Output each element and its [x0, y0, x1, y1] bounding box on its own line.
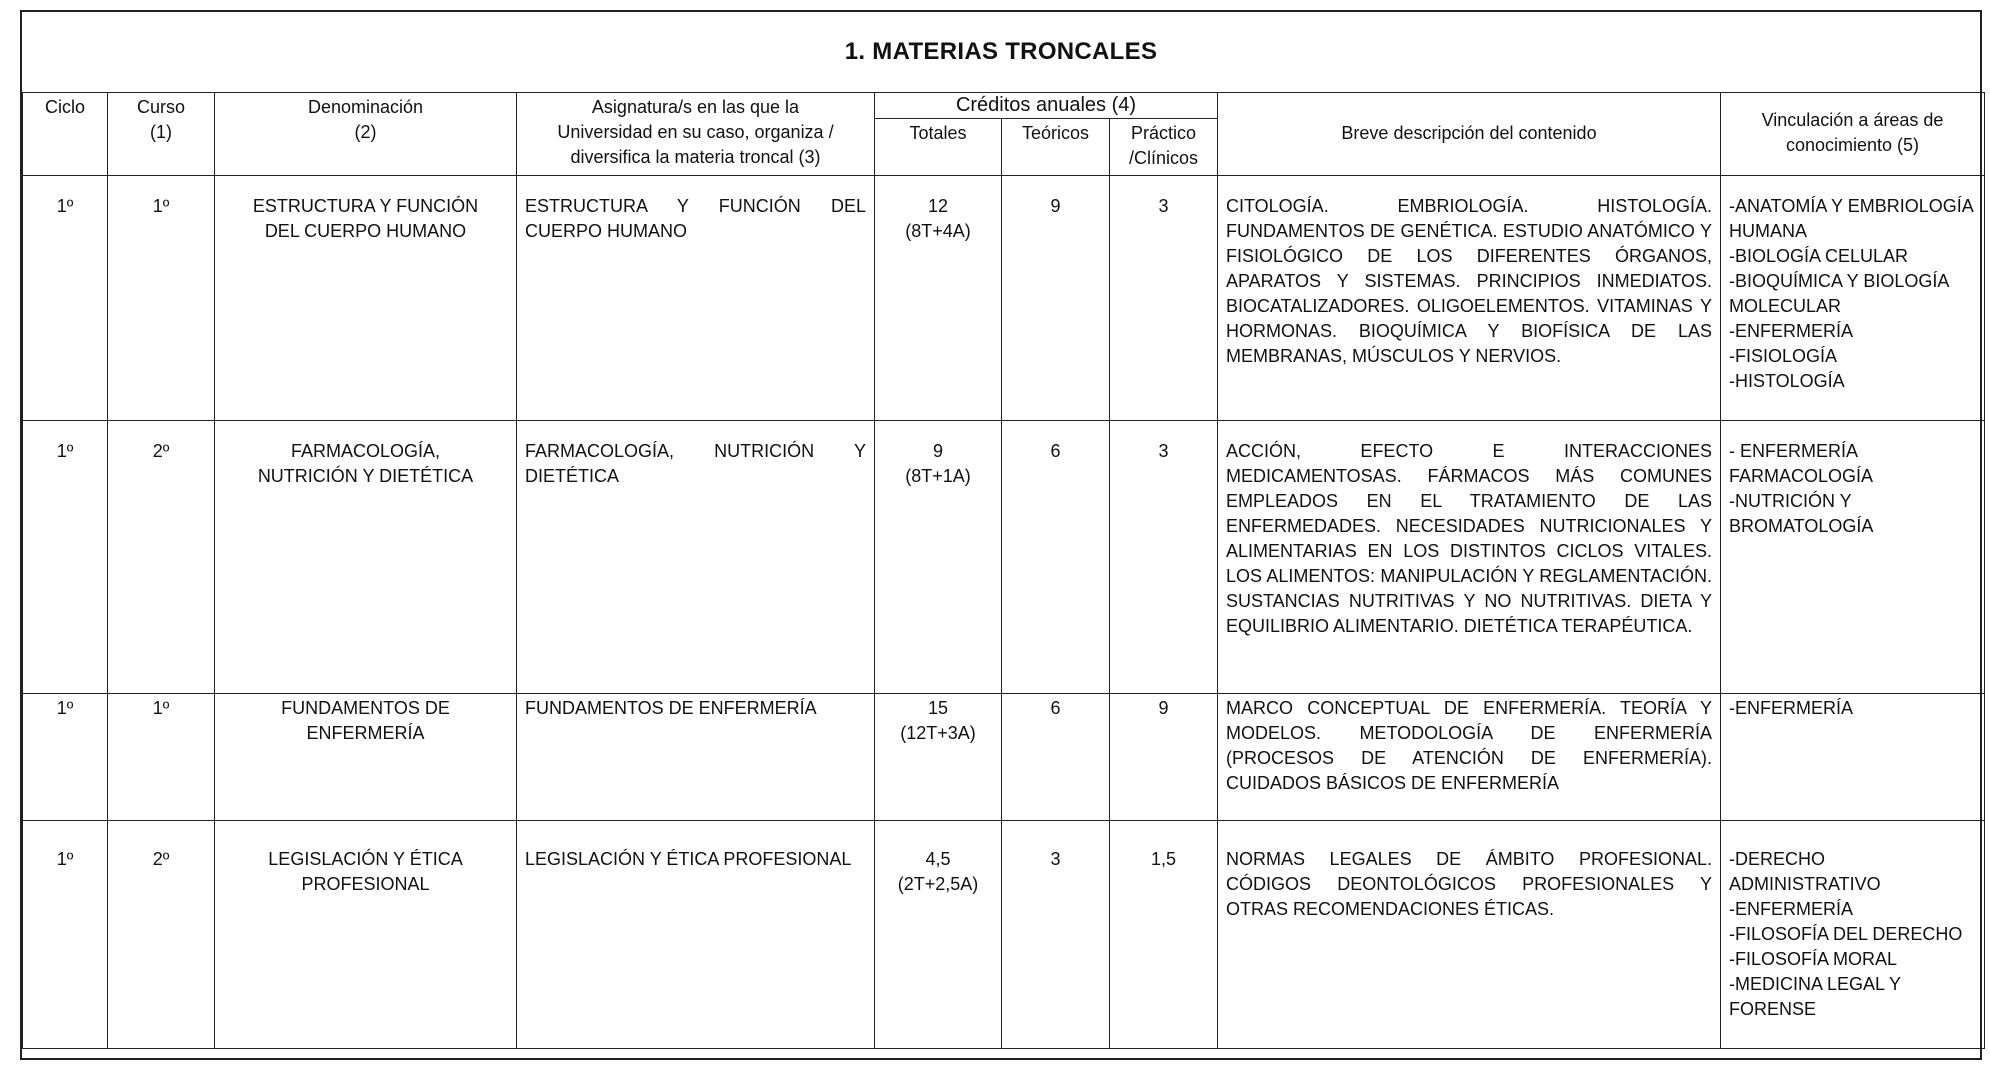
page-title: 1. MATERIAS TRONCALES — [844, 38, 1158, 65]
cell-totales: 4,5 (2T+2,5A) — [875, 821, 1002, 1049]
cell-ciclo: 1º — [23, 694, 108, 821]
cell-practicos: 3 — [1110, 421, 1218, 694]
cell-teoricos: 6 — [1002, 694, 1110, 821]
cell-denominacion: ESTRUCTURA Y FUNCIÓN DEL CUERPO HUMANO — [215, 176, 517, 421]
cell-ciclo: 1º — [23, 176, 108, 421]
cell-vinculacion: -ANATOMÍA Y EMBRIOLOGÍA HUMANA -BIOLOGÍA CELULAR -BIOQUÍMICA Y BIOLOGÍA MOLECULAR -ENFERMERÍA -FISIOLOGÍA -HISTOLOGÍA — [1721, 176, 1985, 421]
header-row — [23, 93, 1985, 119]
cell-practicos: 9 — [1110, 694, 1218, 821]
cell-totales: 9 (8T+1A) — [875, 421, 1002, 694]
header-denominacion: Denominación (2) — [215, 93, 517, 176]
cell-totales: 15 (12T+3A) — [875, 694, 1002, 821]
cell-curso: 2º — [108, 821, 215, 1049]
cell-asignatura: FARMACOLOGÍA, NUTRICIÓN Y DIETÉTICA — [517, 421, 875, 694]
table-row — [23, 421, 1985, 694]
header-teoricos: Teóricos — [1002, 119, 1110, 176]
header-descripcion: Breve descripción del contenido — [1218, 93, 1721, 176]
cell-denominacion: LEGISLACIÓN Y ÉTICA PROFESIONAL — [215, 821, 517, 1049]
cell-ciclo: 1º — [23, 821, 108, 1049]
cell-descripcion: NORMAS LEGALES DE ÁMBITO PROFESIONAL. CÓDIGOS DEONTOLÓGICOS PROFESIONALES Y OTRAS RECOMENDACIONES ÉTICAS. — [1218, 821, 1721, 1049]
cell-practicos: 1,5 — [1110, 821, 1218, 1049]
cell-teoricos: 3 — [1002, 821, 1110, 1049]
header-asignatura: Asignatura/s en las que la Universidad en su caso, organiza / diversifica la materia troncal (3) — [517, 93, 875, 176]
cell-asignatura: ESTRUCTURA Y FUNCIÓN DEL CUERPO HUMANO — [517, 176, 875, 421]
header-totales: Totales — [875, 119, 1002, 176]
cell-descripcion: MARCO CONCEPTUAL DE ENFERMERÍA. TEORÍA Y MODELOS. METODOLOGÍA DE ENFERMERÍA (PROCESOS DE ATENCIÓN DE ENFERMERÍA). CUIDADOS BÁSICOS DE ENFERMERÍA — [1218, 694, 1721, 821]
table-row — [23, 694, 1985, 821]
table-row — [23, 176, 1985, 421]
table-row — [23, 821, 1985, 1049]
cell-curso: 2º — [108, 421, 215, 694]
header-practico: Práctico /Clínicos — [1110, 119, 1218, 176]
cell-teoricos: 6 — [1002, 421, 1110, 694]
cell-asignatura: LEGISLACIÓN Y ÉTICA PROFESIONAL — [517, 821, 875, 1049]
header-curso: Curso (1) — [108, 93, 215, 176]
cell-descripcion: ACCIÓN, EFECTO E INTERACCIONES MEDICAMENTOSAS. FÁRMACOS MÁS COMUNES EMPLEADOS EN EL TRATAMIENTO DE LAS ENFERMEDADES. NECESIDADES NUTRICIONALES Y ALIMENTARIAS EN LOS DISTINTOS CICLOS VITALES. LOS ALIMENTOS: MANIPULACIÓN Y REGLAMENTACIÓN. SUSTANCIAS NUTRITIVAS Y NO NUTRITIVAS. DIETA Y EQUILIBRIO ALIMENTARIO. DIETÉTICA TERAPÉUTICA. — [1218, 421, 1721, 694]
cell-vinculacion: - ENFERMERÍA FARMACOLOGÍA -NUTRICIÓN Y BROMATOLOGÍA — [1721, 421, 1985, 694]
cell-denominacion: FUNDAMENTOS DE ENFERMERÍA — [215, 694, 517, 821]
materias-table — [22, 92, 1985, 1049]
cell-teoricos: 9 — [1002, 176, 1110, 421]
cell-vinculacion: -DERECHO ADMINISTRATIVO -ENFERMERÍA -FILOSOFÍA DEL DERECHO -FILOSOFÍA MORAL -MEDICINA LEGAL Y FORENSE — [1721, 821, 1985, 1049]
header-creditos: Créditos anuales (4) — [875, 93, 1218, 119]
header-ciclo: Ciclo — [23, 93, 108, 176]
cell-totales: 12 (8T+4A) — [875, 176, 1002, 421]
cell-denominacion: FARMACOLOGÍA, NUTRICIÓN Y DIETÉTICA — [215, 421, 517, 694]
cell-practicos: 3 — [1110, 176, 1218, 421]
document-frame — [20, 10, 1982, 1060]
cell-descripcion: CITOLOGÍA. EMBRIOLOGÍA. HISTOLOGÍA. FUNDAMENTOS DE GENÉTICA. ESTUDIO ANATÓMICO Y FISIOLÓGICO DE LOS DIFERENTES ÓRGANOS, APARATOS Y SISTEMAS. PRINCIPIOS INMEDIATOS. BIOCATALIZADORES. OLIGOELEMENTOS. VITAMINAS Y HORMONAS. BIOQUÍMICA Y BIOFÍSICA DE LAS MEMBRANAS, MÚSCULOS Y NERVIOS. — [1218, 176, 1721, 421]
cell-curso: 1º — [108, 694, 215, 821]
cell-curso: 1º — [108, 176, 215, 421]
cell-asignatura: FUNDAMENTOS DE ENFERMERÍA — [517, 694, 875, 821]
cell-vinculacion: -ENFERMERÍA — [1721, 694, 1985, 821]
cell-ciclo: 1º — [23, 421, 108, 694]
header-vinculacion: Vinculación a áreas de conocimiento (5) — [1721, 93, 1985, 176]
